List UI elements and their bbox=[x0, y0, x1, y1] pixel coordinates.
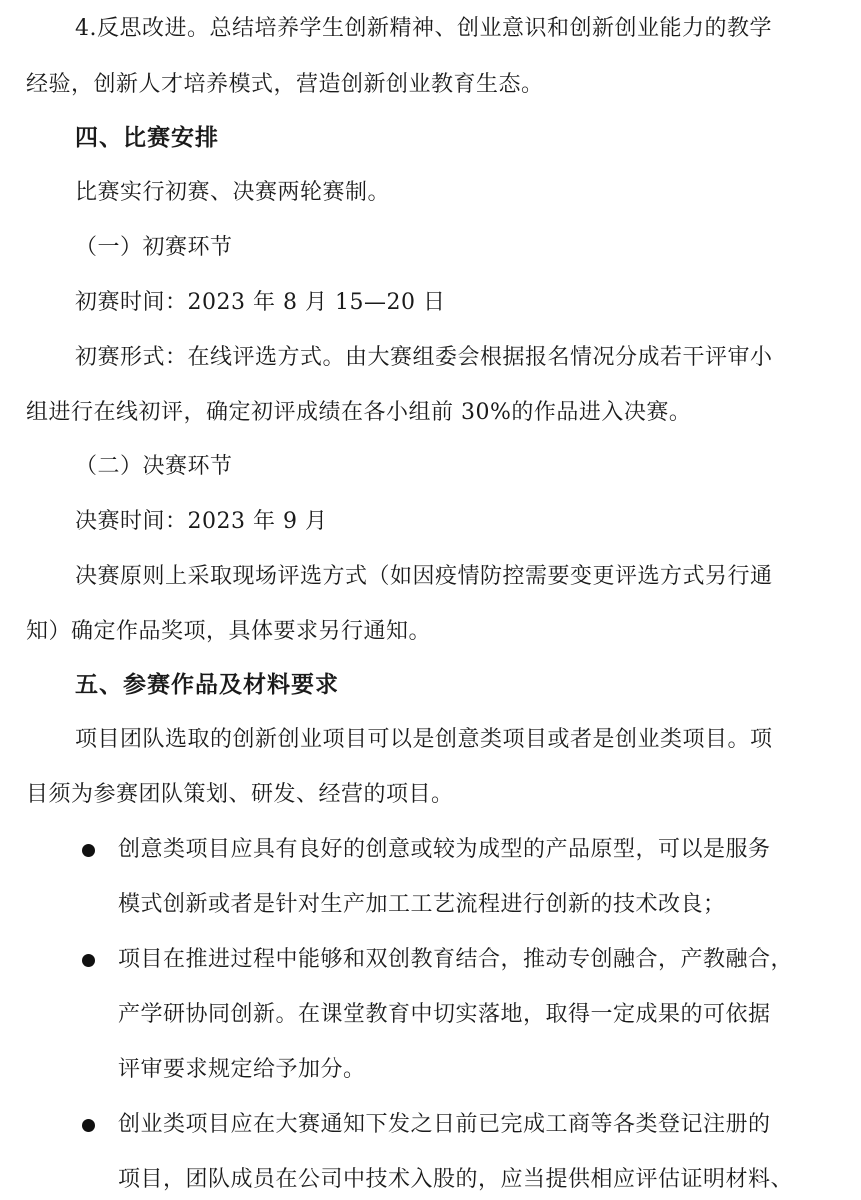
bullet-2-line-2: 产学研协同创新。在课堂教育中切实落地，取得一定成果的可依据 bbox=[118, 1002, 771, 1027]
bullet-3-line-1: 创业类项目应在大赛通知下发之日前已完成工商等各类登记注册的 bbox=[118, 1112, 771, 1137]
final-rule-line-2: 知）确定作品奖项，具体要求另行通知。 bbox=[26, 619, 432, 644]
section-5-intro-line-1: 项目团队选取的创新创业项目可以是创意类项目或者是创业类项目。项 bbox=[75, 727, 773, 752]
bullet-dot-3 bbox=[82, 1119, 95, 1132]
paragraph-4-line-1: 4.反思改进。总结培养学生创新精神、创业意识和创新创业能力的教学 bbox=[75, 16, 772, 41]
subsection-preliminary-title: （一）初赛环节 bbox=[75, 235, 233, 260]
bullet-3-line-2: 项目，团队成员在公司中技术入股的，应当提供相应评估证明材料、 bbox=[118, 1167, 794, 1192]
preliminary-time: 初赛时间：2023 年 8 月 15—20 日 bbox=[75, 290, 446, 315]
bullet-1-line-1: 创意类项目应具有良好的创意或较为成型的产品原型，可以是服务 bbox=[118, 837, 771, 862]
bullet-1-line-2: 模式创新或者是针对生产加工工艺流程进行创新的技术改良； bbox=[118, 892, 726, 917]
subsection-final-title: （二）决赛环节 bbox=[75, 454, 233, 479]
bullet-2-line-3: 评审要求规定给予加分。 bbox=[118, 1057, 366, 1082]
section-4-heading: 四、比赛安排 bbox=[75, 125, 219, 151]
bullet-dot-2 bbox=[82, 954, 95, 967]
section-5-intro-line-2: 目须为参赛团队策划、研发、经营的项目。 bbox=[26, 782, 454, 807]
final-rule-line-1: 决赛原则上采取现场评选方式（如因疫情防控需要变更评选方式另行通 bbox=[75, 564, 773, 589]
paragraph-4-line-2: 经验，创新人才培养模式，营造创新创业教育生态。 bbox=[26, 72, 544, 97]
section-5-heading: 五、参赛作品及材料要求 bbox=[75, 672, 339, 698]
preliminary-form-line-2: 组进行在线初评，确定初评成绩在各小组前 30%的作品进入决赛。 bbox=[26, 400, 692, 425]
bullet-dot-1 bbox=[82, 844, 95, 857]
preliminary-form-line-1: 初赛形式：在线评选方式。由大赛组委会根据报名情况分成若干评审小 bbox=[75, 345, 773, 370]
final-time: 决赛时间：2023 年 9 月 bbox=[75, 509, 328, 534]
bullet-2-line-1: 项目在推进过程中能够和双创教育结合，推动专创融合，产教融合， bbox=[118, 947, 794, 972]
section-4-intro: 比赛实行初赛、决赛两轮赛制。 bbox=[75, 180, 391, 205]
